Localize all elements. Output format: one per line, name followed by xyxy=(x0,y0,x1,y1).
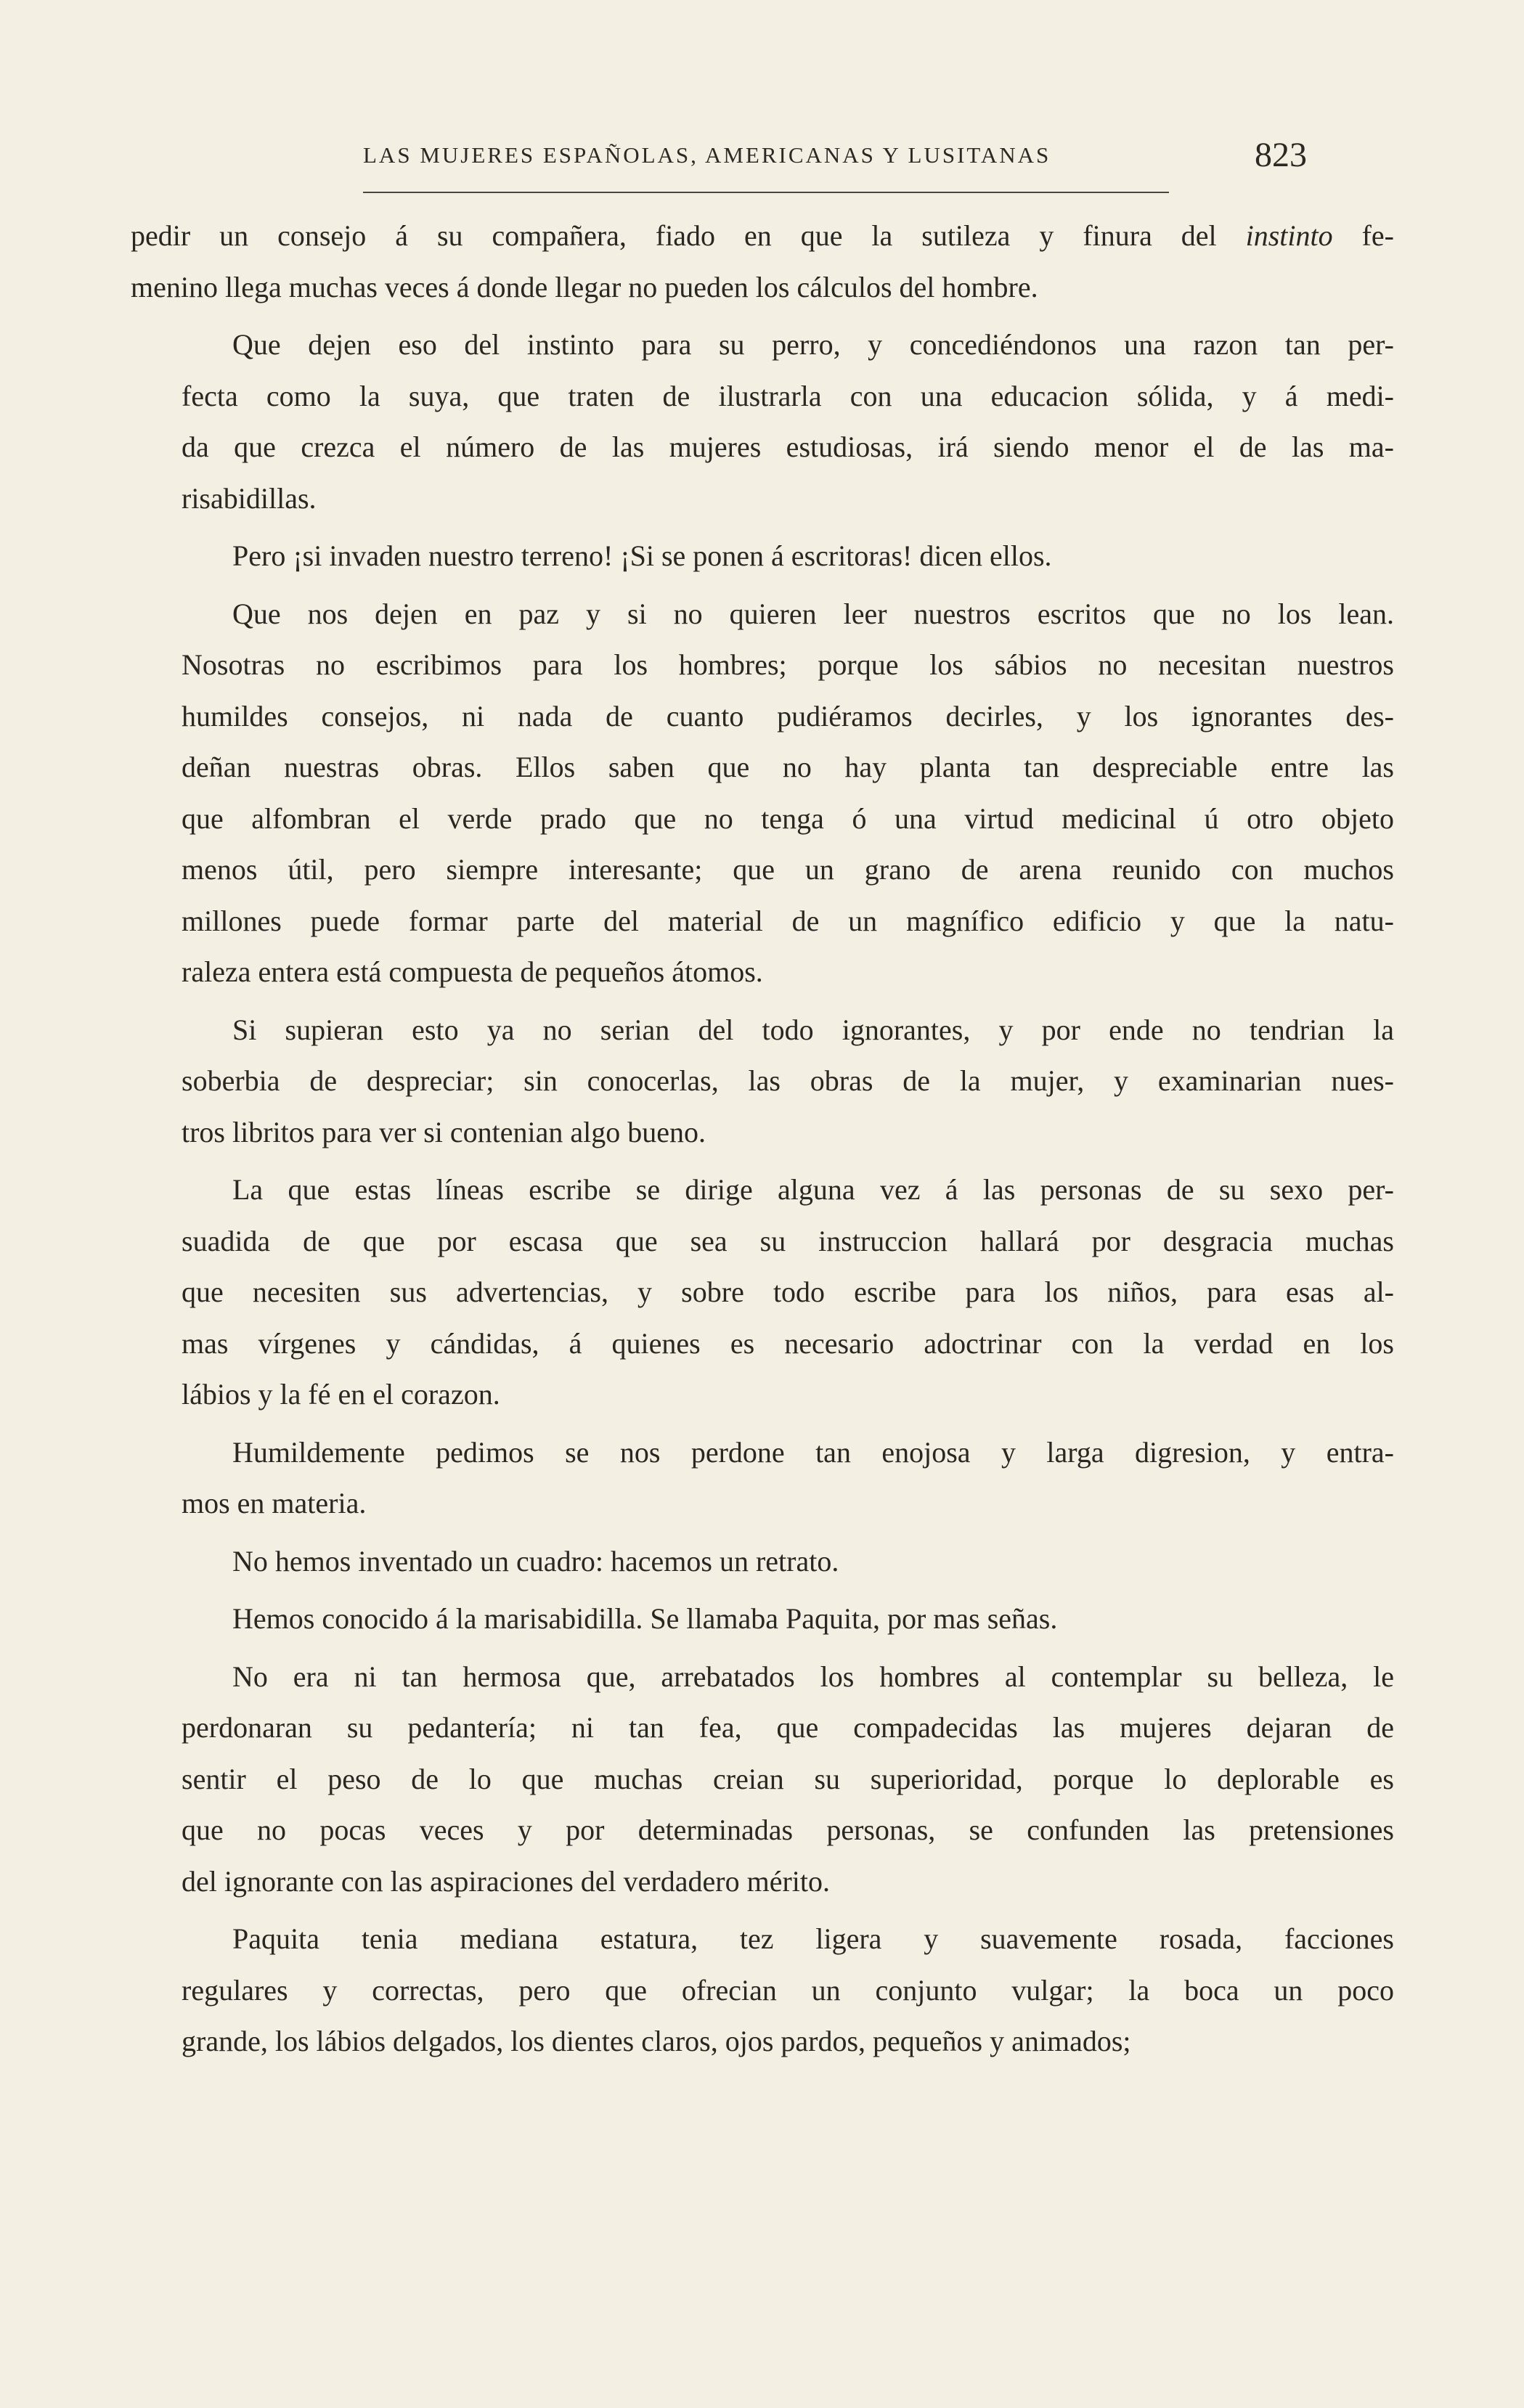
running-header xyxy=(363,135,1343,179)
text-segment: da que crezca el número de las mujeres estudiosas, irá siendo menor el de las ma- xyxy=(182,430,1394,463)
paragraph xyxy=(131,589,1394,998)
paragraph xyxy=(131,1914,1394,2068)
text-line xyxy=(131,640,1394,691)
text-segment: Que nos dejen en paz y si no quieren leer nuestros escritos que no los lean. xyxy=(232,597,1394,630)
text-segment: menino llega muchas veces á donde llegar no pueden los cálculos del hombre. xyxy=(131,270,1038,303)
text-segment: grande, los lábios delgados, los dientes claros, ojos pardos, pequeños y animados; xyxy=(182,2025,1131,2057)
text-line xyxy=(131,1005,1394,1056)
text-line xyxy=(131,1805,1394,1856)
text-line xyxy=(131,1754,1394,1805)
text-segment: No era ni tan hermosa que, arrebatados los hombres al contemplar su belleza, le xyxy=(232,1660,1394,1693)
text-line xyxy=(131,1164,1394,1216)
paragraph xyxy=(131,319,1394,524)
text-segment: mos en materia. xyxy=(182,1487,367,1519)
text-line xyxy=(131,1427,1394,1479)
text-line xyxy=(131,742,1394,793)
text-segment: Pero ¡si invaden nuestro terreno! ¡Si se ponen á escritoras! dicen ellos. xyxy=(232,539,1052,572)
text-segment: fecta como la suya, que traten de ilustrarla con una educacion sólida, y á medi- xyxy=(182,379,1394,412)
text-segment: humildes consejos, ni nada de cuanto pudiéramos decirles, y los ignorantes des- xyxy=(182,699,1394,732)
text-line xyxy=(131,1216,1394,1268)
text-segment: lábios y la fé en el corazon. xyxy=(182,1378,500,1411)
text-segment: La que estas líneas escribe se dirige alguna vez á las personas de su sexo per- xyxy=(232,1173,1394,1206)
text-segment: Nosotras no escribimos para los hombres; porque los sábios no necesitan nuestros xyxy=(182,648,1394,681)
paragraph xyxy=(131,1005,1394,1159)
text-segment: pedir un consejo á su compañera, fiado en que la sutileza y finura del xyxy=(131,219,1246,252)
text-segment: suadida de que por escasa que sea su instruccion hallará por desgracia muchas xyxy=(182,1224,1394,1257)
text-line xyxy=(131,1267,1394,1318)
paragraph xyxy=(131,1427,1394,1530)
text-line xyxy=(131,1652,1394,1703)
text-segment: que alfombran el verde prado que no tenga ó una virtud medicinal ú otro objeto xyxy=(182,801,1394,835)
text-segment: Paquita tenia mediana estatura, tez ligera y suavemente rosada, facciones xyxy=(232,1922,1394,1955)
text-line xyxy=(131,1702,1394,1754)
text-segment: fe- xyxy=(1332,219,1394,252)
text-line xyxy=(131,262,1394,314)
text-line xyxy=(131,1914,1394,1965)
text-segment: deñan nuestras obras. Ellos saben que no hay planta tan despreciable entre las xyxy=(182,751,1394,783)
text-line xyxy=(131,1536,1394,1588)
text-segment: menos útil, pero siempre interesante; que un grano de arena reunido con muchos xyxy=(182,853,1394,886)
text-line xyxy=(131,1593,1394,1645)
text-line xyxy=(131,371,1394,423)
text-line xyxy=(131,319,1394,371)
paragraph xyxy=(131,1593,1394,1645)
text-segment: No hemos inventado un cuadro: hacemos un retrato. xyxy=(232,1544,839,1578)
text-line xyxy=(131,1056,1394,1107)
text-segment: sentir el peso de lo que muchas creian su superioridad, porque lo deplorable es xyxy=(182,1762,1394,1795)
text-segment: soberbia de despreciar; sin conocerlas, las obras de la mujer, y examinarian nues- xyxy=(182,1064,1394,1097)
text-line xyxy=(131,844,1394,896)
text-segment: risabidillas. xyxy=(182,481,317,515)
text-segment: que necesiten sus advertencias, y sobre todo escribe para los niños, para esas al- xyxy=(182,1276,1394,1308)
page-number: 823 xyxy=(1255,136,1307,174)
text-segment: regulares y correctas, pero que ofrecian un conjunto vulgar; la boca un poco xyxy=(182,1973,1394,2007)
text-segment: Si supieran esto ya no serian del todo ignorantes, y por ende no tendrian la xyxy=(232,1013,1394,1046)
text-line xyxy=(131,473,1394,525)
text-line xyxy=(131,793,1394,845)
text-segment: Que dejen eso del instinto para su perro, y concediéndonos una razon tan per- xyxy=(232,328,1394,361)
running-title: LAS MUJERES ESPAÑOLAS, AMERICANAS Y LUSITANAS xyxy=(363,142,1051,168)
text-line xyxy=(131,691,1394,743)
paragraph xyxy=(131,1536,1394,1588)
paragraph xyxy=(131,1652,1394,1908)
text-line xyxy=(131,896,1394,947)
text-segment: raleza entera está compuesta de pequeños átomos. xyxy=(182,955,763,988)
text-line xyxy=(131,211,1394,262)
text-line xyxy=(131,1856,1394,1908)
text-line xyxy=(131,589,1394,640)
text-segment: millones puede formar parte del material de un magnífico edificio y que la natu- xyxy=(182,904,1394,937)
text-segment: Hemos conocido á la marisabidilla. Se llamaba Paquita, por mas señas. xyxy=(232,1602,1058,1635)
text-line xyxy=(131,1318,1394,1370)
italic-word: instinto xyxy=(1245,219,1333,252)
text-line xyxy=(131,2016,1394,2068)
text-line xyxy=(131,531,1394,582)
text-segment: Humildemente pedimos se nos perdone tan enojosa y larga digresion, y entra- xyxy=(232,1435,1394,1469)
paragraph xyxy=(131,211,1394,313)
text-line xyxy=(131,1369,1394,1421)
body-text xyxy=(131,211,1394,2074)
text-line xyxy=(131,1107,1394,1159)
text-line xyxy=(131,1478,1394,1530)
text-line xyxy=(131,422,1394,473)
text-segment: tros libritos para ver si contenian algo bueno. xyxy=(182,1115,706,1148)
header-rule xyxy=(363,192,1169,193)
paragraph xyxy=(131,1164,1394,1421)
text-line xyxy=(131,947,1394,998)
paragraph xyxy=(131,531,1394,582)
text-segment: mas vírgenes y cándidas, á quienes es necesario adoctrinar con la verdad en los xyxy=(182,1326,1394,1360)
text-segment: del ignorante con las aspiraciones del verdadero mérito. xyxy=(182,1864,830,1898)
text-segment: perdonaran su pedantería; ni tan fea, que compadecidas las mujeres dejaran de xyxy=(182,1711,1394,1744)
text-line xyxy=(131,1965,1394,2017)
text-segment: que no pocas veces y por determinadas personas, se confunden las pretensiones xyxy=(182,1813,1394,1846)
